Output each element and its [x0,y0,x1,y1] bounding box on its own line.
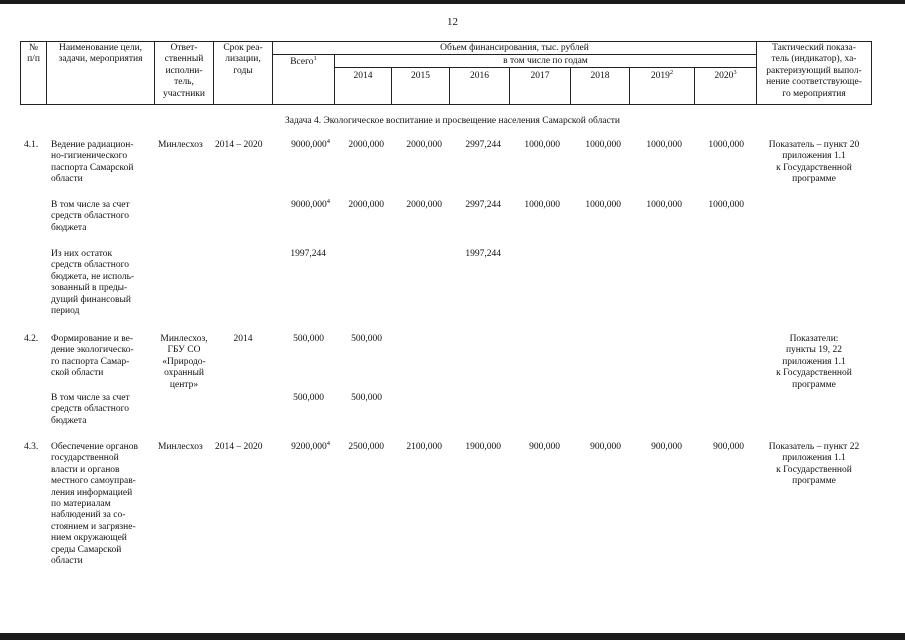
header-top-line [20,41,872,42]
header-year-2014: 2014 [353,71,373,81]
row-4-2-budget-2014: 500,000 [351,393,382,403]
row-4-2-name: Формирование и ве- дение экологическо- го паспорта Самар- ской области [51,334,134,379]
row-4-2-responsible: Минлесхоз, ГБУ СО «Природо- охранный центр» [160,334,208,390]
top-scan-border [0,0,905,4]
row-4-1-term: 2014 – 2020 [215,140,263,150]
row-4-2-total: 500,000 [293,334,324,344]
row-4-2-indicator: Показатели: пункты 19, 22 приложения 1.1 к Государственной программе [776,334,852,390]
row-4-2-budget-total: 500,000 [293,393,324,403]
row-4-1-budget-total: 9000,000$^4$ [291,197,330,210]
row-4-2-num: 4.2. [24,334,39,344]
row-4-1-budget-name: В том числе за счет средств областного бюджета [51,200,130,233]
page-number: 12 [447,16,458,28]
row-4-3-2015: 2100,000 [406,442,442,452]
header-year-2018: 2018 [590,71,610,81]
row-4-3-responsible: Минлесхоз [158,442,203,452]
header-funding-title: Объем финансирования, тыс. рублей [440,43,589,53]
header-total: Всего$^1$ [290,54,317,67]
row-4-1-2017: 1000,000 [524,140,560,150]
header-year-2015: 2015 [411,71,430,81]
row-4-1-num: 4.1. [24,140,39,150]
header-year-2017: 2017 [530,71,550,81]
row-4-1-budget-2014: 2000,000 [348,200,384,210]
row-4-1-2018: 1000,000 [585,140,621,150]
row-4-1-2019: 1000,000 [646,140,682,150]
row-4-1-budget-2017: 1000,000 [524,200,560,210]
row-4-2-budget-name: В том числе за счет средств областного бюджета [51,393,130,426]
row-4-3-2019: 900,000 [651,442,682,452]
row-4-1-responsible: Минлесхоз [158,140,203,150]
row-4-1-2016: 2997,244 [465,140,501,150]
row-4-1-budget-2019: 1000,000 [646,200,682,210]
row-4-1-2020: 1000,000 [708,140,744,150]
row-4-3-2016: 1900,000 [465,442,501,452]
row-4-1-2014: 2000,000 [348,140,384,150]
header-year-2019: 2019$^2$ [650,68,674,81]
header-responsible: Ответ- ственный исполни- тель, участники [163,43,205,99]
row-4-1-2015: 2000,000 [406,140,442,150]
task-title: Задача 4. Экологическое воспитание и просвещение населения Самарской области [284,116,621,126]
row-4-3-2014: 2500,000 [348,442,384,452]
row-4-1-indicator: Показатель – пункт 20 приложения 1.1 к Государственной программе [768,140,860,185]
row-4-3-term: 2014 – 2020 [215,442,263,452]
row-4-3-num: 4.3. [24,442,39,452]
row-4-1-remainder-total: 1997,244 [290,249,326,259]
row-4-1-budget-2018: 1000,000 [585,200,621,210]
row-4-1-budget-2020: 1000,000 [708,200,744,210]
row-4-1-name: Ведение радиацион- но-гигиенического паспорта Самарской области [51,140,134,185]
header-num: № п/п [27,43,40,65]
row-4-3-total: 9200,000$^4$ [291,439,330,452]
row-4-1-remainder-2016: 1997,244 [465,249,501,259]
header-name: Наименование цели, задачи, мероприятия [58,43,143,65]
bottom-scan-border [0,633,905,640]
row-4-1-budget-2015: 2000,000 [406,200,442,210]
header-bottom-line [20,104,872,105]
header-year-2020: 2020$^3$ [714,68,737,81]
row-4-3-indicator: Показатель – пункт 22 приложения 1.1 к Государственной программе [768,442,860,487]
row-4-3-2017: 900,000 [529,442,560,452]
row-4-1-remainder-name: Из них остаток средств областного бюджета, не исполь- зованный в преды- дущий финансовый период [51,249,135,317]
row-4-3-2020: 900,000 [713,442,744,452]
row-4-3-name: Обеспечение органов государственной власти и органов местного самоуправ- ления информацией по материалам наблюдений за со- стоянием и загрязне- нием окружающей среды Самарской области [51,442,138,567]
header-term: Срок реа- лизации, годы [223,43,263,76]
row-4-1-budget-2016: 2997,244 [465,200,501,210]
header-indicator: Тактический показа- тель (индикатор), ха- рактеризующий выпол- нение соответствующе- го мероприятия [766,43,862,99]
row-4-2-term: 2014 [233,334,253,344]
row-4-1-total: 9000,000$^4$ [291,137,330,150]
header-by-years: в том числе по годам [503,56,588,66]
row-4-2-2014: 500,000 [351,334,382,344]
row-4-3-2018: 900,000 [590,442,621,452]
header-year-2016: 2016 [470,71,489,81]
